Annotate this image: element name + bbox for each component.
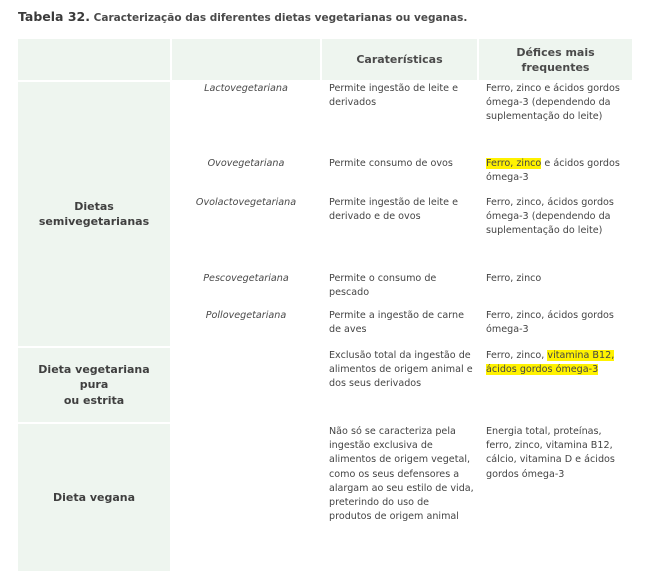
def-line: ómega-3 [486, 172, 529, 184]
def-line: cálcio, vitamina D e ácidos [486, 454, 615, 466]
highlight-mark: ácidos gordos ómega-3 [486, 364, 599, 376]
table-title: Caracterização das diferentes dietas vegetarianas ou veganas. [90, 12, 468, 24]
header-cell-type [172, 39, 320, 80]
char-line: alimentos de origem animal e [329, 364, 473, 376]
def-line [486, 349, 632, 363]
def-line: suplementação do leite) [486, 111, 603, 123]
group-pure-line1: Dieta vegetariana pura [38, 362, 150, 392]
char-ovo [329, 157, 477, 171]
char-line: produtos de origem animal [329, 511, 459, 523]
def-line: ómega-3 (dependendo da [486, 97, 611, 109]
header-defices-line2: frequentes [521, 60, 590, 74]
group-semi-line1: Dietas [74, 199, 114, 213]
def-text: Ferro, zinco, [486, 350, 548, 361]
table-caption [18, 9, 467, 24]
def-pollo [486, 309, 632, 337]
char-line: derivados [329, 97, 377, 109]
header-defices-line1: Défices mais [516, 45, 595, 59]
char-line: Exclusão total da ingestão de [329, 350, 471, 361]
char-line: Permite ingestão de leite e [329, 197, 459, 208]
char-line: como os seus defensores a [329, 468, 460, 480]
def-pura [486, 349, 632, 377]
group-semivegetarianas [18, 82, 170, 346]
def-ovo [486, 157, 632, 185]
header-cell-group [18, 39, 170, 80]
type-pesco: Pescovegetariana [203, 273, 289, 284]
def-text: e ácidos gordos [541, 158, 620, 169]
def-line: suplementação do leite) [486, 225, 603, 237]
diet-table [18, 39, 632, 571]
char-line: alargam ao seu estilo de vida, [329, 482, 474, 494]
char-line: dos seus derivados [329, 378, 422, 390]
char-line: de aves [329, 324, 367, 336]
char-line: Permite a ingestão de carne [329, 310, 465, 321]
char-line: Permite ingestão de leite e [329, 83, 459, 94]
char-line: derivado e de ovos [329, 211, 421, 223]
highlight-mark: vitamina B12, [547, 350, 615, 361]
def-vegana [486, 425, 632, 482]
header-defices [479, 39, 632, 80]
group-vegana: Dieta vegana [18, 424, 170, 571]
char-lacto [329, 82, 477, 110]
def-line [486, 363, 632, 377]
char-vegana [329, 425, 477, 524]
def-line: Ferro, zinco, ácidos gordos [486, 310, 614, 321]
group-pure-line2: ou estrita [63, 393, 125, 407]
def-pesco [486, 272, 632, 286]
char-line: pescado [329, 287, 370, 299]
char-pesco [329, 272, 477, 300]
highlight-mark: Ferro, zinco [486, 158, 542, 169]
def-line: Ferro, zinco, ácidos gordos [486, 197, 614, 208]
def-lacto [486, 82, 632, 125]
def-line: Ferro, zinco [486, 273, 542, 284]
header-caracteristicas: Caraterísticas [322, 39, 477, 80]
char-line: preterindo do uso de [329, 497, 430, 509]
def-line: ferro, zinco, vitamina B12, [486, 440, 613, 452]
char-line: alimentos de origem vegetal, [329, 454, 471, 466]
char-pura [329, 349, 477, 392]
def-ovolacto [486, 196, 632, 239]
def-line: ómega-3 [486, 324, 529, 336]
char-line: Permite consumo de ovos [329, 158, 453, 169]
def-line: Energia total, proteínas, [486, 426, 602, 437]
char-line: Não só se caracteriza pela [329, 426, 456, 437]
type-ovolacto: Ovolactovegetariana [195, 197, 297, 208]
char-line: ingestão exclusiva de [329, 440, 433, 452]
def-line: gordos ómega-3 [486, 468, 565, 480]
def-line [486, 157, 632, 171]
type-ovo: Ovovegetariana [207, 158, 285, 169]
def-line: Ferro, zinco e ácidos gordos [486, 83, 620, 94]
group-semi-line2: semivegetarianas [38, 215, 150, 228]
def-line: ómega-3 (dependendo da [486, 211, 611, 223]
char-ovolacto [329, 196, 477, 224]
type-pollo: Pollovegetariana [205, 310, 287, 321]
char-pollo [329, 309, 477, 337]
char-line: Permite o consumo de [329, 273, 437, 284]
table-number: Tabela 32. [18, 9, 90, 24]
group-vegetariana-pura [18, 348, 170, 422]
type-lacto: Lactovegetariana [204, 83, 288, 94]
